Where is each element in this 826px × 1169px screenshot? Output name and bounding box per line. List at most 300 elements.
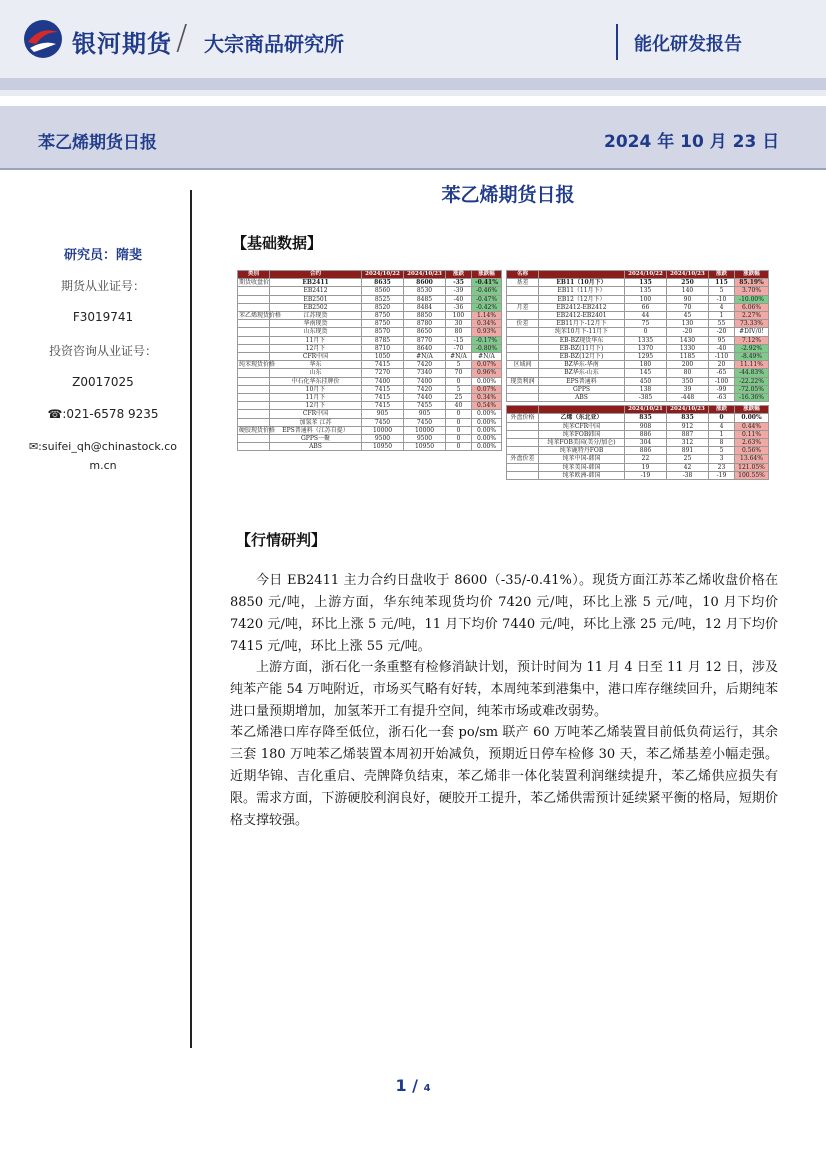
table-cell: #N/A <box>404 353 446 361</box>
table-row <box>507 287 769 295</box>
table-row <box>507 328 769 336</box>
phone-number: ☎:021-6578 9235 <box>47 407 159 421</box>
table-row <box>238 295 502 303</box>
basic-data-table-left <box>237 270 501 451</box>
foreign-table-header <box>507 406 769 414</box>
table-cell: -385 <box>625 394 667 402</box>
table-cell <box>507 385 539 393</box>
table-cell: #DIV/0! <box>735 328 769 336</box>
table-cell: 100.55% <box>735 471 769 479</box>
table-cell: 450 <box>625 377 667 385</box>
table-cell: EB2411 <box>270 279 362 287</box>
table-cell: 11月下 <box>270 336 362 344</box>
table-cell: 1185 <box>667 353 709 361</box>
table-cell: 140 <box>667 287 709 295</box>
table-header-cell: 2024/10/22 <box>362 271 404 279</box>
table-cell: 加氢苯 江苏 <box>270 418 362 426</box>
table-cell: 期货收盘价 <box>239 279 270 287</box>
table-cell: 20 <box>709 361 735 369</box>
table-cell: 苯乙烯现货价格 <box>239 312 282 320</box>
table-cell: EB2412-EB2412 <box>539 303 625 311</box>
table-cell <box>507 430 539 438</box>
table-cell: 908 <box>625 422 667 430</box>
table-cell: 905 <box>362 410 404 418</box>
paragraph-2: 上游方面，浙石化一条重整有检修消缺计划，预计时间为 11 月 4 日至 11 月 12 日，涉及纯苯产能 54 万吨附近，市场买气略有好转，本周纯苯到港集中，港口库存继续回升，后期纯苯进口量预期增加，加氢苯开工有提升空间，纯苯市场或难改弱势。 <box>230 660 778 719</box>
table-cell <box>238 410 270 418</box>
table-cell: 4 <box>709 303 735 311</box>
title-band-line <box>0 168 826 170</box>
table-cell: ABS <box>539 394 625 402</box>
table-cell: -44.83% <box>735 369 769 377</box>
table-row <box>507 303 769 311</box>
table-cell: GPPS一聚 <box>270 435 362 443</box>
table-cell: 8530 <box>404 287 446 295</box>
table-cell: 纯苯10月下-11月下 <box>539 328 625 336</box>
table-cell: 1295 <box>625 353 667 361</box>
table-cell <box>507 471 539 479</box>
table-cell: 13.64% <box>735 455 769 463</box>
table-cell: 0 <box>446 443 472 451</box>
table-cell: 0 <box>625 328 667 336</box>
page-total: 4 <box>423 1083 431 1094</box>
table-cell: 华南现货 <box>270 320 362 328</box>
table-cell: 5 <box>446 361 472 369</box>
table-cell: 8780 <box>404 320 446 328</box>
table-header-cell: 涨跌幅 <box>472 271 502 279</box>
table-cell <box>507 295 539 303</box>
section-market-view: 【行情研判】 <box>236 531 327 549</box>
brand-name: 银河期货 <box>72 30 172 58</box>
table-row <box>507 463 769 471</box>
table-header-cell: 2024/10/21 <box>625 406 667 414</box>
table-cell: 华东 <box>270 361 362 369</box>
table-cell: -0.41% <box>472 279 502 287</box>
table-cell: 85.19% <box>735 279 769 287</box>
table-cell: EPS普通料 <box>539 377 625 385</box>
table-row <box>238 418 502 426</box>
table-cell: 835 <box>667 414 709 422</box>
table-row <box>507 344 769 352</box>
table-cell: 304 <box>625 439 667 447</box>
table-row <box>507 430 769 438</box>
band-title: 苯乙烯期货日报 <box>38 133 157 153</box>
table-cell: 25 <box>446 394 472 402</box>
table-cell: 7.12% <box>735 336 769 344</box>
table-row <box>507 447 769 455</box>
table-cell: 0.11% <box>735 430 769 438</box>
table-cell: 42 <box>667 463 709 471</box>
table-cell: -19 <box>709 471 735 479</box>
table-cell: 7340 <box>404 369 446 377</box>
table-cell: 7415 <box>362 394 404 402</box>
table-header-cell: 涨跌幅 <box>735 271 769 279</box>
table-cell: 0.54% <box>472 402 502 410</box>
sidebar-divider <box>190 190 192 1048</box>
table-row <box>238 377 502 385</box>
table-header-cell: 类别 <box>238 271 270 279</box>
table-cell <box>238 287 270 295</box>
table-cell: 0 <box>446 426 472 434</box>
table-cell: 8650 <box>404 328 446 336</box>
right-table-foreign <box>506 405 769 480</box>
table-cell <box>507 369 539 377</box>
table-row <box>507 377 769 385</box>
table-cell: GPPS <box>539 385 625 393</box>
table-cell: -100 <box>709 377 735 385</box>
paragraph-1: 今日 EB2411 主力合约日盘收于 8600（-35/-0.41%）。现货方面江苏苯乙烯收盘价格在 8850 元/吨，上游方面，华东纯苯现货均价 7420 元/吨，环比上涨 5 元/吨，10 月下均价 7420 元/吨，环比上涨 5 元/吨，11 月下均价 7440 元/吨，环比上涨 25 元/吨，12 月下均价 7415 元/吨，环比上涨 55 元/吨。 <box>230 573 778 654</box>
table-cell: 0.96% <box>472 369 502 377</box>
table-cell: 纯苯欧洲-韩国 <box>539 471 625 479</box>
table-cell: -39 <box>446 287 472 295</box>
table-cell: -2.92% <box>735 344 769 352</box>
table-cell: 73.33% <box>735 320 769 328</box>
table-cell: EB2412 <box>270 287 362 295</box>
table-cell: EB-BZ现货华东 <box>539 336 625 344</box>
table-cell: CFR中国 <box>270 353 362 361</box>
table-cell: 中石化华东挂牌价 <box>270 377 362 385</box>
table-cell: 8600 <box>404 279 446 287</box>
table-cell: -36 <box>446 303 472 311</box>
table-cell: 0.07% <box>472 385 502 393</box>
table-cell: -0.42% <box>472 303 502 311</box>
table-cell: 8710 <box>362 344 404 352</box>
table-cell: 0.34% <box>472 320 502 328</box>
table-cell: 山东 <box>270 369 362 377</box>
table-header-cell: 2024/10/23 <box>404 271 446 279</box>
table-header-cell: 名称 <box>507 271 539 279</box>
table-cell: 7400 <box>362 377 404 385</box>
table-row <box>507 312 769 320</box>
table-cell <box>507 439 539 447</box>
table-cell: 80 <box>667 369 709 377</box>
table-cell: EB11（10月下） <box>539 279 625 287</box>
table-cell: 115 <box>709 279 735 287</box>
table-cell: 250 <box>667 279 709 287</box>
table-cell: -63 <box>709 394 735 402</box>
table-cell: 现货利润 <box>507 377 539 385</box>
email-line-1[interactable]: ✉:suifei_qh@chinastock.co <box>28 440 178 453</box>
table-row <box>238 320 502 328</box>
consult-label: 投资咨询从业证号： <box>48 344 157 358</box>
table-cell: 11月下 <box>270 394 362 402</box>
report-type: 能化研发报告 <box>634 34 742 55</box>
table-cell: 4 <box>709 422 735 430</box>
researcher-name: 研究员：隋斐 <box>63 248 142 263</box>
table-cell: EB11月下-12月下 <box>539 320 625 328</box>
table-row <box>507 422 769 430</box>
table-cell: 山东现货 <box>270 328 362 336</box>
table-header-cell: 合约 <box>270 271 362 279</box>
table-row <box>238 336 502 344</box>
table-header-cell: 涨跌幅 <box>735 406 769 414</box>
paragraph-3: 苯乙烯港口库存降至低位，浙石化一套 po/sm 联产 60 万吨苯乙烯装置目前低负荷运行，其余三套 180 万吨苯乙烯装置本周初开始减负，预期近日停车检修 30 天，苯乙烯基差小幅走强。近期华锦、吉化重启、壳牌降负结束，苯乙烯非一体化装置利润继续提升，苯乙烯供应损失有限。需求方面，下游硬胶利润良好，硬胶开工提升，苯乙烯供需预计延续紧平衡的格局，短期价格支撑较强。 <box>230 725 778 828</box>
table-header-cell: 2024/10/22 <box>625 271 667 279</box>
table-row <box>507 369 769 377</box>
table-cell: 6.06% <box>735 303 769 311</box>
license-label: 期货从业证号： <box>60 279 145 293</box>
table-cell: 0 <box>446 377 472 385</box>
table-cell: 1 <box>709 312 735 320</box>
table-cell: EB-BZ(12月下) <box>539 353 625 361</box>
table-cell <box>507 447 539 455</box>
table-cell: 纯苯鹿特丹FOB <box>539 447 625 455</box>
table-row <box>507 336 769 344</box>
table-cell: 0.00% <box>472 443 502 451</box>
table-cell <box>238 336 270 344</box>
table-cell: 纯苯CFR中国 <box>539 422 625 430</box>
table-header-cell <box>507 406 539 414</box>
table-cell <box>238 385 270 393</box>
table-header-cell <box>539 406 625 414</box>
table-cell <box>238 328 270 336</box>
table-cell: 8785 <box>362 336 404 344</box>
table-cell: 70 <box>667 303 709 311</box>
table-cell: BZ华东-华南 <box>539 361 625 369</box>
license-number: F3019741 <box>72 310 134 324</box>
table-cell: -20 <box>709 328 735 336</box>
table-header-cell <box>539 271 625 279</box>
table-cell: CFR中国 <box>270 410 362 418</box>
table-cell: 7415 <box>362 385 404 393</box>
table-cell: 55 <box>709 320 735 328</box>
table-cell <box>507 287 539 295</box>
table-row <box>238 279 502 287</box>
table-cell: 8520 <box>362 303 404 311</box>
table-cell: #N/A <box>472 353 502 361</box>
table-cell: 5 <box>709 287 735 295</box>
table-cell: 835 <box>625 414 667 422</box>
table-cell: 7450 <box>404 418 446 426</box>
table-cell <box>507 353 539 361</box>
table-cell <box>238 320 270 328</box>
header-vertical-divider <box>616 24 618 60</box>
table-cell: -0.46% <box>472 287 502 295</box>
table-row <box>507 295 769 303</box>
table-cell: 纯苯中国-韩国 <box>539 455 625 463</box>
table-cell: 10950 <box>404 443 446 451</box>
table-cell: 江苏现货 <box>270 312 362 320</box>
table-cell: 39 <box>667 385 709 393</box>
basic-data-table-right <box>506 270 768 480</box>
table-row <box>238 312 502 320</box>
table-cell: 8850 <box>404 312 446 320</box>
table-cell: 7455 <box>404 402 446 410</box>
institute-name: 大宗商品研究所 <box>204 32 344 56</box>
table-cell: 8640 <box>404 344 446 352</box>
section-basic-data: 【基础数据】 <box>232 234 323 252</box>
table-cell: 8635 <box>362 279 404 287</box>
table-cell: 10950 <box>362 443 404 451</box>
table-row <box>238 287 502 295</box>
email-line-2[interactable]: m.cn <box>89 459 117 472</box>
table-row <box>238 385 502 393</box>
header-stripe <box>0 78 826 90</box>
table-cell: 180 <box>625 361 667 369</box>
table-cell: EB12（12月下） <box>539 295 625 303</box>
table-cell: 8485 <box>404 295 446 303</box>
table-cell: 905 <box>404 410 446 418</box>
table-cell: 区域间 <box>507 361 539 369</box>
table-cell: 12月下 <box>270 344 362 352</box>
table-cell: 硬胶现货价格 <box>239 426 276 434</box>
table-cell: EB11（11月下） <box>539 287 625 295</box>
table-cell: 0.00% <box>472 377 502 385</box>
table-cell: 0.34% <box>472 394 502 402</box>
table-cell: 8770 <box>404 336 446 344</box>
table-cell: -35 <box>446 279 472 287</box>
table-row <box>507 455 769 463</box>
table-row <box>238 344 502 352</box>
table-cell: 7415 <box>362 361 404 369</box>
table-cell <box>238 353 270 361</box>
table-row <box>238 361 502 369</box>
table-cell: 40 <box>446 402 472 410</box>
table-cell: 100 <box>446 312 472 320</box>
table-cell: 纯苯现货价格 <box>239 361 276 369</box>
table-cell: 外盘价差 <box>507 455 539 463</box>
table-cell: 66 <box>625 303 667 311</box>
table-cell: 0.00% <box>472 418 502 426</box>
table-cell: 200 <box>667 361 709 369</box>
table-row <box>507 353 769 361</box>
table-cell <box>238 369 270 377</box>
table-cell: 8570 <box>362 328 404 336</box>
table-row <box>238 328 502 336</box>
table-cell: 70 <box>446 369 472 377</box>
table-row <box>507 414 769 422</box>
right-table-header <box>507 271 769 279</box>
table-cell: ABS <box>270 443 362 451</box>
table-cell: -10 <box>709 295 735 303</box>
table-header-cell: 涨跌 <box>709 271 735 279</box>
table-cell: 130 <box>667 320 709 328</box>
table-cell: 9500 <box>404 435 446 443</box>
table-cell: -40 <box>446 295 472 303</box>
table-cell: 7440 <box>404 394 446 402</box>
table-cell <box>238 435 270 443</box>
table-cell: EB-BZ(11月下) <box>539 344 625 352</box>
table-cell: 9500 <box>362 435 404 443</box>
table-cell: -0.80% <box>472 344 502 352</box>
table-cell <box>507 463 539 471</box>
left-table-header <box>238 271 502 279</box>
table-row <box>238 303 502 311</box>
table-row <box>507 394 769 402</box>
page-number <box>0 1076 826 1095</box>
table-cell <box>507 312 539 320</box>
page-title: 苯乙烯期货日报 <box>441 184 575 206</box>
table-cell: -99 <box>709 385 735 393</box>
table-cell: 10000 <box>362 426 404 434</box>
table-cell: -38 <box>667 471 709 479</box>
table-cell <box>238 394 270 402</box>
consult-number: Z0017025 <box>72 375 134 389</box>
table-cell: 7400 <box>404 377 446 385</box>
table-cell: EB2502 <box>270 303 362 311</box>
table-cell: 1430 <box>667 336 709 344</box>
page-current: 1 <box>395 1076 407 1095</box>
table-cell: -0.47% <box>472 295 502 303</box>
table-row <box>507 320 769 328</box>
table-cell: 8750 <box>362 312 404 320</box>
table-row <box>507 385 769 393</box>
table-cell: 外盘价格 <box>507 414 539 422</box>
table-cell: 912 <box>667 422 709 430</box>
table-cell: -15 <box>446 336 472 344</box>
table-cell <box>507 328 539 336</box>
table-row <box>507 439 769 447</box>
table-header-cell: 2024/10/23 <box>667 406 709 414</box>
table-cell <box>507 336 539 344</box>
table-cell: 1330 <box>667 344 709 352</box>
right-table <box>506 270 769 402</box>
table-cell: 乙烯（东北亚） <box>539 414 625 422</box>
table-cell: 7420 <box>404 385 446 393</box>
table-cell: 7450 <box>362 418 404 426</box>
table-cell: 1370 <box>625 344 667 352</box>
table-cell: 8525 <box>362 295 404 303</box>
table-cell: 121.05% <box>735 463 769 471</box>
page-sep: / <box>406 1076 424 1095</box>
table-cell: 25 <box>667 455 709 463</box>
table-cell: -0.17% <box>472 336 502 344</box>
table-cell: -20 <box>667 328 709 336</box>
table-cell: 1 <box>709 430 735 438</box>
table-cell: 7415 <box>362 402 404 410</box>
table-cell: 95 <box>709 336 735 344</box>
table-cell: 886 <box>625 447 667 455</box>
table-row <box>238 394 502 402</box>
table-cell: 基差 <box>507 279 539 287</box>
table-cell <box>238 303 270 311</box>
brand-divider: / <box>176 18 188 58</box>
table-cell: 19 <box>625 463 667 471</box>
table-cell: #N/A <box>446 353 472 361</box>
header-stripe-light <box>0 90 826 96</box>
table-cell: 30 <box>446 320 472 328</box>
table-cell: 0.56% <box>735 447 769 455</box>
table-row <box>238 353 502 361</box>
table-row <box>238 426 502 434</box>
report-date: 2024 年 10 月 23 日 <box>604 132 780 152</box>
table-cell: 0.93% <box>472 328 502 336</box>
table-cell <box>238 402 270 410</box>
left-table <box>237 270 502 451</box>
table-cell: 价差 <box>507 320 539 328</box>
table-cell: 145 <box>625 369 667 377</box>
table-cell: 886 <box>625 430 667 438</box>
table-cell: 0.00% <box>472 410 502 418</box>
table-cell: -40 <box>709 344 735 352</box>
table-cell: 0 <box>446 418 472 426</box>
table-cell <box>507 344 539 352</box>
table-cell: 887 <box>667 430 709 438</box>
table-header-cell: 涨跌 <box>446 271 472 279</box>
table-cell: 1335 <box>625 336 667 344</box>
table-cell: 135 <box>625 287 667 295</box>
table-cell: 11.11% <box>735 361 769 369</box>
table-cell: 8750 <box>362 320 404 328</box>
table-cell: -10.00% <box>735 295 769 303</box>
table-cell: 0.00% <box>735 414 769 422</box>
table-cell: 纯苯FOB美国(美分/加仑) <box>539 439 625 447</box>
table-cell: 138 <box>625 385 667 393</box>
table-cell: 5 <box>446 385 472 393</box>
table-cell: 3.70% <box>735 287 769 295</box>
table-cell <box>507 422 539 430</box>
table-cell: EPS普通料（江苏自提） <box>270 426 362 434</box>
table-cell: 8484 <box>404 303 446 311</box>
